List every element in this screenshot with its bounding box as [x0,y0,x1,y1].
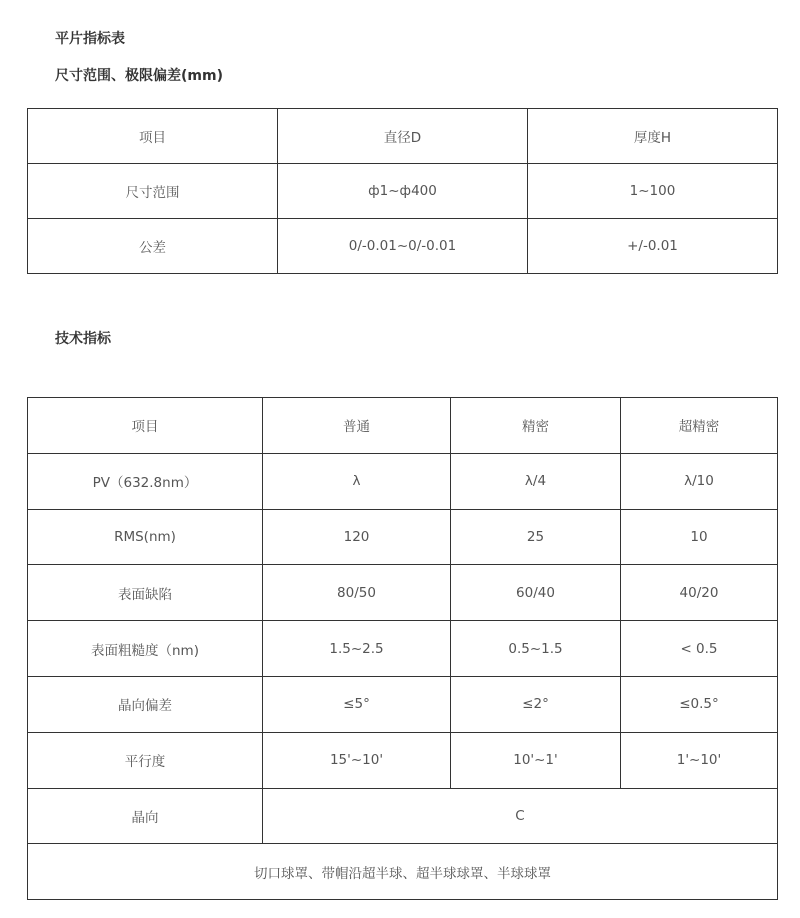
header-cell: 项目 [28,109,278,164]
table-cell: λ/4 [451,453,621,509]
table-cell: 晶向 [28,788,263,844]
table-cell: 40/20 [621,565,778,621]
table-row [28,219,778,274]
header-cell: 超精密 [621,398,778,454]
table-cell: 表面粗糙度（nm) [28,621,263,677]
table-row [28,453,778,509]
table-cell: 60/40 [451,565,621,621]
table-row [28,509,778,565]
table-cell: 0/-0.01~0/-0.01 [278,219,528,274]
header-cell: 项目 [28,398,263,454]
table-cell: 1.5~2.5 [263,621,451,677]
dimension-table [27,108,778,274]
table-cell: ≤5° [263,676,451,732]
table-row [28,565,778,621]
table-cell: ≤0.5° [621,676,778,732]
table-cell: 1~100 [528,164,778,219]
orientation-row [28,788,778,844]
table-header-row [28,398,778,454]
table-cell: 1'~10' [621,732,778,788]
table-cell: 120 [263,509,451,565]
section1-subtitle: 尺寸范围、极限偏差(mm) [55,68,223,84]
table-cell: λ [263,453,451,509]
footer-row [28,844,778,900]
table-cell: RMS(nm) [28,509,263,565]
header-cell: 厚度H [528,109,778,164]
table-cell: PV（632.8nm） [28,453,263,509]
section2-title: 技术指标 [55,331,111,347]
table-cell: 公差 [28,219,278,274]
table-cell: 晶向偏差 [28,676,263,732]
technical-spec-table [27,397,778,900]
table-cell: 尺寸范围 [28,164,278,219]
table-cell: 0.5~1.5 [451,621,621,677]
table-cell: 10 [621,509,778,565]
table-row [28,732,778,788]
table-cell: 15'~10' [263,732,451,788]
table-row [28,164,778,219]
header-cell: 普通 [263,398,451,454]
table-header-row [28,109,778,164]
table-cell: +/-0.01 [528,219,778,274]
header-cell: 直径D [278,109,528,164]
table-footer-cell: 切口球罩、带帽沿超半球、超半球球罩、半球球罩 [28,844,778,900]
table-cell: 平行度 [28,732,263,788]
table-row [28,676,778,732]
table-cell: 25 [451,509,621,565]
table-cell: 80/50 [263,565,451,621]
table-cell: λ/10 [621,453,778,509]
table-cell: C [263,788,778,844]
section1-title: 平片指标表 [55,31,125,47]
table-row [28,621,778,677]
table-cell: 10'~1' [451,732,621,788]
header-cell: 精密 [451,398,621,454]
table-cell: 表面缺陷 [28,565,263,621]
table-cell: ≤2° [451,676,621,732]
table-cell: ф1~ф400 [278,164,528,219]
table-cell: < 0.5 [621,621,778,677]
